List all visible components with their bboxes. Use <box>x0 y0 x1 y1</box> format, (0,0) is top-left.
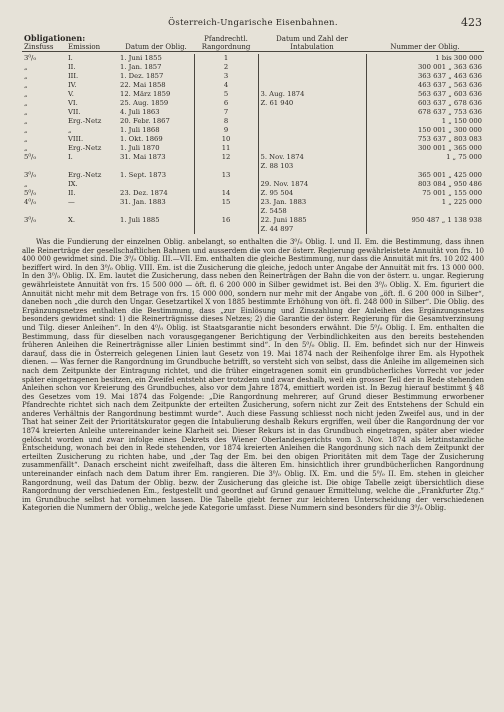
cell-zins: 4⁰/₀ <box>24 198 37 206</box>
cell-emi: V. <box>68 90 74 98</box>
cell-dat: 1. Jan. 1857 <box>120 63 162 71</box>
cell-zins: 5⁰/₀ <box>24 153 37 161</box>
cell-emi: Erg.-Netz <box>68 144 102 152</box>
cell-du <box>258 63 366 72</box>
cell-zins: 3⁰/₀ <box>24 171 37 179</box>
cell-du <box>258 108 366 117</box>
table-row <box>22 198 484 207</box>
cell-nr: 365 001 „ 425 000 <box>366 171 484 180</box>
table-row <box>22 162 484 171</box>
cell-emi: VI. <box>68 99 78 107</box>
cell-pf <box>194 162 258 171</box>
cell-zins: „ <box>24 90 28 98</box>
cell-emi: I. <box>68 153 73 161</box>
cell-dat <box>118 162 194 171</box>
cell-emi: Erg.-Netz <box>68 117 102 125</box>
table-row <box>22 180 484 189</box>
cell-dat: 20. Febr. 1867 <box>120 117 170 125</box>
cell-pf: 5 <box>194 90 258 99</box>
cell-du <box>258 117 366 126</box>
col-header-intabulation: Datum und Zahl der Intabulation <box>276 35 348 51</box>
table-row <box>22 135 484 144</box>
col-header-zinsfuss: Zinsfuss <box>24 43 54 51</box>
cell-pf: 4 <box>194 81 258 90</box>
cell-pf: 10 <box>194 135 258 144</box>
cell-du <box>258 135 366 144</box>
cell-dat: 1. Juni 1855 <box>120 54 162 62</box>
cell-emi: II. <box>68 189 76 197</box>
table-row <box>22 189 484 198</box>
table-row <box>22 171 484 180</box>
cell-nr <box>366 162 484 171</box>
cell-zins: 5⁰/₀ <box>24 189 37 197</box>
cell-zins: „ <box>24 180 28 188</box>
cell-du: Z. 44 897 <box>258 225 366 234</box>
cell-zins: 3⁰/₀ <box>24 216 37 224</box>
cell-emi: IV. <box>68 81 77 89</box>
table-row <box>22 216 484 225</box>
cell-du: 23. Jan. 1883 <box>258 198 366 207</box>
cell-nr: 300 001 „ 363 636 <box>366 63 484 72</box>
obligations-table <box>22 34 484 234</box>
cell-emi: II. <box>68 63 76 71</box>
cell-emi: X. <box>68 216 75 224</box>
cell-du <box>258 171 366 180</box>
cell-zins: „ <box>24 144 28 152</box>
page-number: 423 <box>461 16 482 29</box>
cell-emi <box>66 207 118 216</box>
cell-dat: 22. Mai 1858 <box>120 81 166 89</box>
cell-zins: „ <box>24 117 28 125</box>
cell-dat: 1. Okt. 1869 <box>120 135 163 143</box>
cell-nr: 1 „ 75 000 <box>366 153 484 162</box>
cell-dat: 23. Dez. 1874 <box>120 189 168 197</box>
cell-nr: 463 637 „ 563 636 <box>366 81 484 90</box>
cell-dat: 1. Juli 1870 <box>120 144 160 152</box>
cell-nr: 678 637 „ 753 636 <box>366 108 484 117</box>
cell-zins: „ <box>24 99 28 107</box>
cell-nr: 363 637 „ 463 636 <box>366 72 484 81</box>
cell-nr: 300 001 „ 365 000 <box>366 144 484 153</box>
cell-pf: 16 <box>194 216 258 225</box>
cell-nr: 1 „ 225 000 <box>366 198 484 207</box>
table-row <box>22 153 484 162</box>
cell-dat: 1. Dez. 1857 <box>120 72 164 80</box>
cell-zins <box>22 225 66 234</box>
cell-emi: Erg.-Netz <box>68 171 102 179</box>
cell-dat: 25. Aug. 1859 <box>120 99 169 107</box>
table-row <box>22 72 484 81</box>
cell-dat: 1. Sept. 1873 <box>120 171 167 179</box>
cell-pf: 3 <box>194 72 258 81</box>
cell-nr: 603 637 „ 678 636 <box>366 99 484 108</box>
cell-dat <box>118 207 194 216</box>
table-row <box>22 81 484 90</box>
table-row <box>22 99 484 108</box>
cell-pf: 6 <box>194 99 258 108</box>
cell-pf <box>194 207 258 216</box>
cell-pf: 12 <box>194 153 258 162</box>
cell-nr: 150 001 „ 300 000 <box>366 126 484 135</box>
running-title: Österreich-Ungarische Eisenbahnen. <box>168 18 338 28</box>
cell-du <box>258 72 366 81</box>
cell-nr: 1 „ 150 000 <box>366 117 484 126</box>
cell-zins: „ <box>24 135 28 143</box>
cell-emi <box>66 225 118 234</box>
cell-zins: „ <box>24 63 28 71</box>
table-row <box>22 108 484 117</box>
body-text <box>22 238 484 513</box>
cell-pf: 1 <box>194 54 258 63</box>
cell-emi: „ <box>68 126 72 134</box>
cell-du <box>258 144 366 153</box>
cell-du: 22. Juni 1885 <box>258 216 366 225</box>
cell-du: Z. 61 940 <box>258 99 366 108</box>
table-row <box>22 144 484 153</box>
cell-nr <box>366 225 484 234</box>
running-header <box>22 16 484 34</box>
table-row <box>22 126 484 135</box>
cell-nr: 950 487 „ 1 138 938 <box>366 216 484 225</box>
cell-zins <box>22 207 66 216</box>
table-row <box>22 117 484 126</box>
col-header-pfandrecht: Pfandrechtl. Rangordnung <box>201 35 251 51</box>
cell-dat: 31. Mai 1873 <box>120 153 166 161</box>
table-row <box>22 63 484 72</box>
cell-du: Z. 88 103 <box>258 162 366 171</box>
cell-nr: 75 001 „ 155 000 <box>366 189 484 198</box>
cell-dat: 12. März 1859 <box>120 90 171 98</box>
cell-zins: „ <box>24 72 28 80</box>
cell-du: 3. Aug. 1874 <box>258 90 366 99</box>
table-section-title: Obligationen: <box>24 33 86 43</box>
cell-pf: 13 <box>194 171 258 180</box>
cell-nr: 1 bis 300 000 <box>366 54 484 63</box>
col-header-datum: Datum der Oblig. <box>125 43 187 51</box>
cell-du <box>258 126 366 135</box>
cell-pf <box>194 225 258 234</box>
cell-nr <box>366 207 484 216</box>
cell-du <box>258 81 366 90</box>
cell-pf: 7 <box>194 108 258 117</box>
cell-emi: III. <box>68 72 79 80</box>
cell-zins: „ <box>24 81 28 89</box>
cell-du <box>258 54 366 63</box>
cell-dat: 1. Juli 1868 <box>120 126 160 134</box>
table-row <box>22 207 484 216</box>
cell-dat: 31. Jan. 1883 <box>120 198 166 206</box>
cell-emi: VIII. <box>68 135 84 143</box>
cell-zins: 3⁰/₀ <box>24 54 37 62</box>
cell-emi: — <box>68 198 75 206</box>
col-header-nummer: Nummer der Oblig. <box>390 43 460 51</box>
cell-pf: 15 <box>194 198 258 207</box>
table-row <box>22 225 484 234</box>
cell-pf: 2 <box>194 63 258 72</box>
col-header-emission: Emission <box>68 43 101 51</box>
cell-emi <box>66 162 118 171</box>
cell-zins <box>22 162 66 171</box>
cell-du: Z. 95 504 <box>258 189 366 198</box>
cell-emi: VII. <box>68 108 81 116</box>
body-paragraph: Was die Fundierung der einzelnen Oblig. anbelangt, so enthalten die 3⁰/₀ Oblig. I. und II. Em. die Bestimmung, dass ihnen alle Reinerträge der gesellschaftlichen Bahnen und ausserdem die von der österr. Regierung gewährleistete Annuität von frs. 10 400 000 gewidmet sind. Die 3⁰/₀ Oblig. III.—VII. Em. enthalten die gleiche Bestimmung, nur dass die Annuität mit frs. 10 202 400 beziffert wird. In den 3⁰/₀ Oblig. VIII. Em. ist die Zusicherung die gleiche, jedoch unter Angabe der Annuität mit frs. 13 000 000. In den 3⁰/₀ Oblig. IX. Em. lautet die Zusicherung, dass neben den Reinerträgen der Bahn die von der österr. u. ungar. Regierung gewährleistete Annuität von frs. 15 500 000 — öft. fl. 6 200 000 in Silber gewidmet ist. Bei den 3⁰/₀ Oblig. X. Em. figuriert die Annuität nicht mehr mit dem Betrage von frs. 15 000 000, sondern nur mehr mit der Angabe von „öft. fl. 6 200 000 in Silber“, daneben noch „die durch den Ungar. Gesetzartikel X von 1885 bestimmte Erhöhung von öft. fl. 248 000 in Silber“. Die Oblig. des Ergänzungsnetzes enthalten die Bestimmung, dass „zur Einlösung und Zinszahlung der Anleihen des Ergänzungsnetzes besonders gewidmet sind: 1) die Reinerträgnisse dieses Netzes; 2) die Garantie der österr. Regierung für die Gesamtverzinsung und Tilg. dieser Anleihen“. In den 4⁰/₀ Oblig. ist Staatsgarantie nicht besonders erwähnt. Die 5⁰/₀ Oblig. I. Em. enthalten die Bestimmung, dass für dieselben nach vorausgegangener Berichtigung der Verbindlichkeiten aus den bereits bestehenden früheren Anleihen die Reinerträgnisse aller Linien bestimmt sind“. In den 5⁰/₀ Oblig. II. Em. befindet sich nur der Hinweis darauf, dass die in Österreich gelegenen Linien laut Gesetz von 19. Mai 1874 nach der Reihenfolge ihrer Em. als Hypothek dienen. — Was ferner die Rangordnung im Grundbuche betrifft, so versteht sich von selbst, dass die Anleihe im allgemeinen sich nach dem Zeitpunkte der Eintragung richtet, und die früher eingetragenen somit ein grundbücherliches Vorrecht vor jeder später eingetragenen besitzen, ein Zweifel entsteht aber trotzdem und zwar deshalb, weil ein grosser Teil der in Rede stehenden Anleihen schon vor Kreierung des Grundbuches, also vor dem Jahre 1874, emittiert worden ist. In Bezug hierauf bestimmt § 48 des Gesetzes vom 19. Mai 1874 das Folgende: „Die Rangordnung mehrerer, auf Grund dieser Bestimmung erworbener Pfandrechte richtet sich nach dem Zeitpunkte der erteilten Zusicherung, sofern nicht zur Zeit des Entstehens der Schuld ein anderes Verhältnis der Rangordnung bestimmt wurde“. Auch diese Fassung schliesst noch nicht jeden Zweifel aus, und in der That hat seiner Zeit der Prioritätskurator gegen die Intabulierung deshalb Rekurs ergriffen, weil über die Rangordnung der vor 1874 kreierten Anleihe untereinander keine Klarheit sei. Dieser Rekurs ist in das Grundbuch eingetragen, später aber wieder gelöscht worden und zwar infolge eines Dekrets des Wiener Oberlandesgerichts vom 3. Nov. 1874 als letztinstanzliche Entscheidung, wonach bei den in Rede stehenden, vor 1874 kreierten Anleihen die Rangordnung sich nach dem Zeitpunkt der erteilten Zusicherung zu richten habe, und „der Tag der Em. bei den obigen Prioritäten mit dem Tage der Zusicherung zusammenfällt“. Danach erscheint nicht zweifelhaft, dass die älteren Em. hinsichtlich ihrer grundbücherlichen Rangordnung untereinander einfach nach dem Datum ihrer Em. rangieren. Die 3⁰/₀ Oblig. IX. Em. und die 5⁰/₀ II. Em. stehen in gleicher Rangordnung, weil das Datum der Oblig. bezw. der Zusicherung das gleiche ist. Die obige Tabelle zeigt übersichtlich diese Rangordnung der verschiedenen Em., festgestellt und geordnet auf Grund genauer Ermittelung, welche die „Frankfurter Ztg.“ im Grundbuche selbst hat vornehmen lassen. Die Tabelle giebt ferner zur leichteren Unterscheidung der verschiedenen Kategorien die Nummern der Oblig., welche jede Kategorie umfasst. Diese Nummern sind besonders für die 3⁰/₀ Oblig. <box>22 238 484 513</box>
cell-nr: 803 084 „ 950 486 <box>366 180 484 189</box>
cell-pf: 8 <box>194 117 258 126</box>
cell-du: 5. Nov. 1874 <box>258 153 366 162</box>
cell-pf: 11 <box>194 144 258 153</box>
cell-dat <box>118 225 194 234</box>
cell-dat: 1. Juli 1885 <box>120 216 160 224</box>
cell-pf: 9 <box>194 126 258 135</box>
cell-zins: „ <box>24 126 28 134</box>
cell-du: Z. 5458 <box>258 207 366 216</box>
cell-pf <box>194 180 258 189</box>
table-row <box>22 54 484 63</box>
cell-dat <box>118 180 194 189</box>
cell-nr: 753 637 „ 803 083 <box>366 135 484 144</box>
cell-nr: 563 637 „ 603 636 <box>366 90 484 99</box>
table-row <box>22 90 484 99</box>
cell-emi: IX. <box>68 180 78 188</box>
cell-zins: „ <box>24 108 28 116</box>
cell-dat: 4. Juli 1863 <box>120 108 160 116</box>
cell-emi: I. <box>68 54 73 62</box>
cell-pf: 14 <box>194 189 258 198</box>
cell-du: 29. Nov. 1874 <box>258 180 366 189</box>
